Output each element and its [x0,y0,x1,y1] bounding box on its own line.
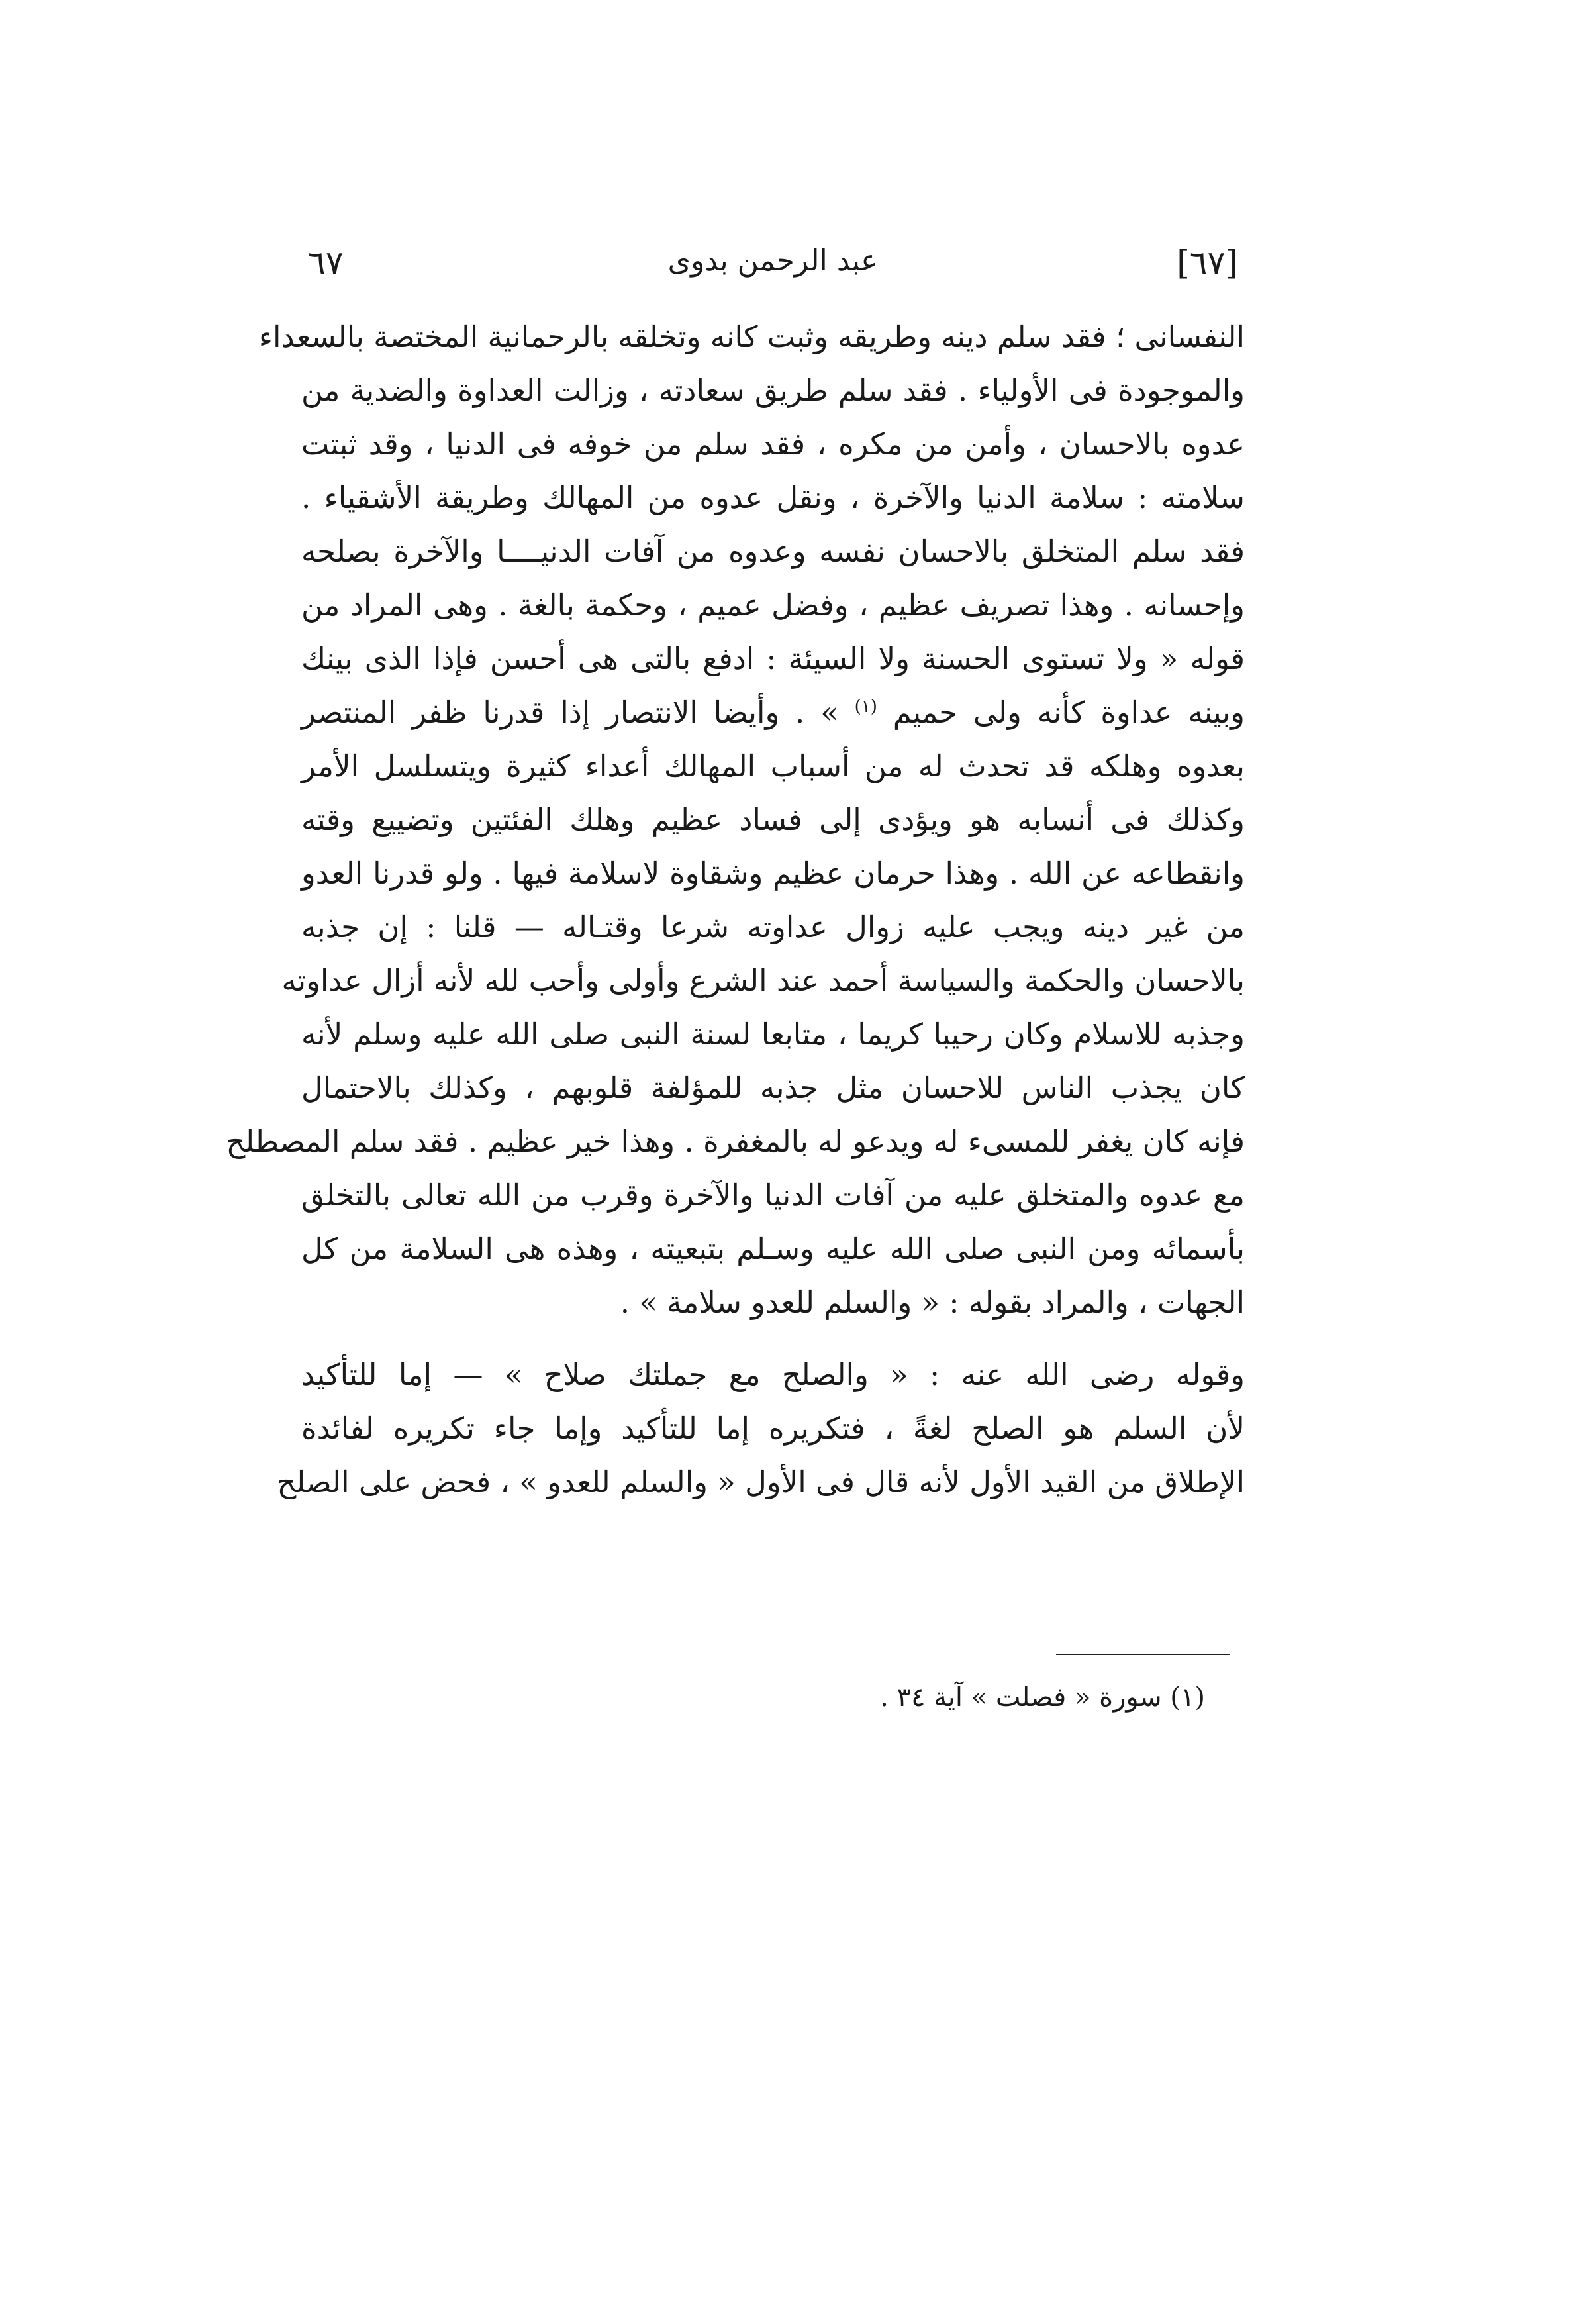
text-line: فإنه كان يغفر للمسىء له ويدعو له بالمغفرة . وهذا خير عظيم . فقد سلم المصطلح [226,1124,1245,1159]
footnote-separator [1056,1654,1230,1655]
text-line: من غير دينه ويجب عليه زوال عداوته شرعا وقتـاله — قلنا : إن جذبه [301,909,1245,944]
text-line: النفسانى ؛ فقد سلم دينه وطريقه وثبت كانه وتخلقه بالرحمانية المختصة بالسعداء [258,319,1245,354]
text-line: كان يجذب الناس للاحسان مثل جذبه للمؤلفة قلوبهم ، وكذلك بالاحتمال [301,1070,1245,1105]
text-line: مع عدوه والمتخلق عليه من آفات الدنيا والآخرة وقرب من الله تعالى بالتخلق [301,1178,1245,1213]
bracketed-page-number: [٦٧] [1177,244,1238,282]
text-line: قوله « ولا تستوى الحسنة ولا السيئة : ادفع بالتى هى أحسن فإذا الذى بينك [301,641,1245,676]
footnote-marker: (١) [854,697,877,717]
text-line: سلامته : سلامة الدنيا والآخرة ، ونقل عدوه من المهالك وطريقة الأشقياء . [301,480,1245,515]
text-line: والموجودة فى الأولياء . فقد سلم طريق سعادته ، وزالت العداوة والضدية من [301,373,1245,408]
paragraph-2 [277,1348,1245,1509]
text-line: بعدوه وهلكه قد تحدث له من أسباب المهالك أعداء كثيرة ويتسلسل الأمر [301,748,1245,783]
text-line: وكذلك فى أنسابه هو ويؤدى إلى فساد عظيم وهلك الفئتين وتضييع وقته [301,802,1245,837]
text-line: الجهات ، والمراد بقوله : « والسلم للعدو سلامة » . [620,1285,1245,1320]
text-line: وقوله رضى الله عنه : « والصلح مع جملتك صلاح » — إما للتأكيد [301,1357,1245,1392]
page-number: ٦٧ [308,244,344,282]
footnote: (١) سورة « فصلت » آية ٣٤ . [880,1682,1205,1713]
text-line: عدوه بالاحسان ، وأمن من مكره ، فقد سلم من خوفه فى الدنيا ، وقد ثبتت [301,427,1245,462]
running-header [301,244,1245,303]
text-line-tail: » . وأيضا الانتصار إذا قدرنا ظفر المنتصر [301,695,839,730]
paragraph-1 [226,310,1245,1329]
main-text [226,310,1245,1509]
text-line: بالاحسان والحكمة والسياسة أحمد عند الشرع وأولى وأحب لله لأنه أزال عداوته [281,963,1245,998]
text-line: وجذبه للاسلام وكان رحيبا كريما ، متابعا لسنة النبى صلى الله عليه وسلم لأنه [301,1017,1245,1052]
text-line: فقد سلم المتخلق بالاحسان نفسه وعدوه من آفات الدنيــــا والآخرة بصلحه [301,534,1245,569]
quran-quote-end: وبينه عداوة كأنه ولى حميم [893,695,1245,730]
paragraph-gap [301,1329,1245,1348]
text-line: لأن السلم هو الصلح لغةً ، فتكريره إما للتأكيد وإما جاء تكريره لفائدة [301,1411,1245,1446]
text-line: الإطلاق من القيد الأول لأنه قال فى الأول « والسلم للعدو » ، فحض على الصلح [277,1464,1245,1499]
text-line-with-footnote [301,685,1245,739]
text-line: وإحسانه . وهذا تصريف عظيم ، وفضل عميم ، وحكمة بالغة . وهى المراد من [301,587,1245,623]
text-line: وانقطاعه عن الله . وهذا حرمان عظيم وشقاوة لاسلامة فيها . ولو قدرنا العدو [301,856,1245,891]
running-title: عبد الرحمن بدوى [667,244,879,278]
text-line: بأسمائه ومن النبى صلى الله عليه وسـلم بتبعيته ، وهذه هى السلامة من كل [301,1231,1245,1266]
